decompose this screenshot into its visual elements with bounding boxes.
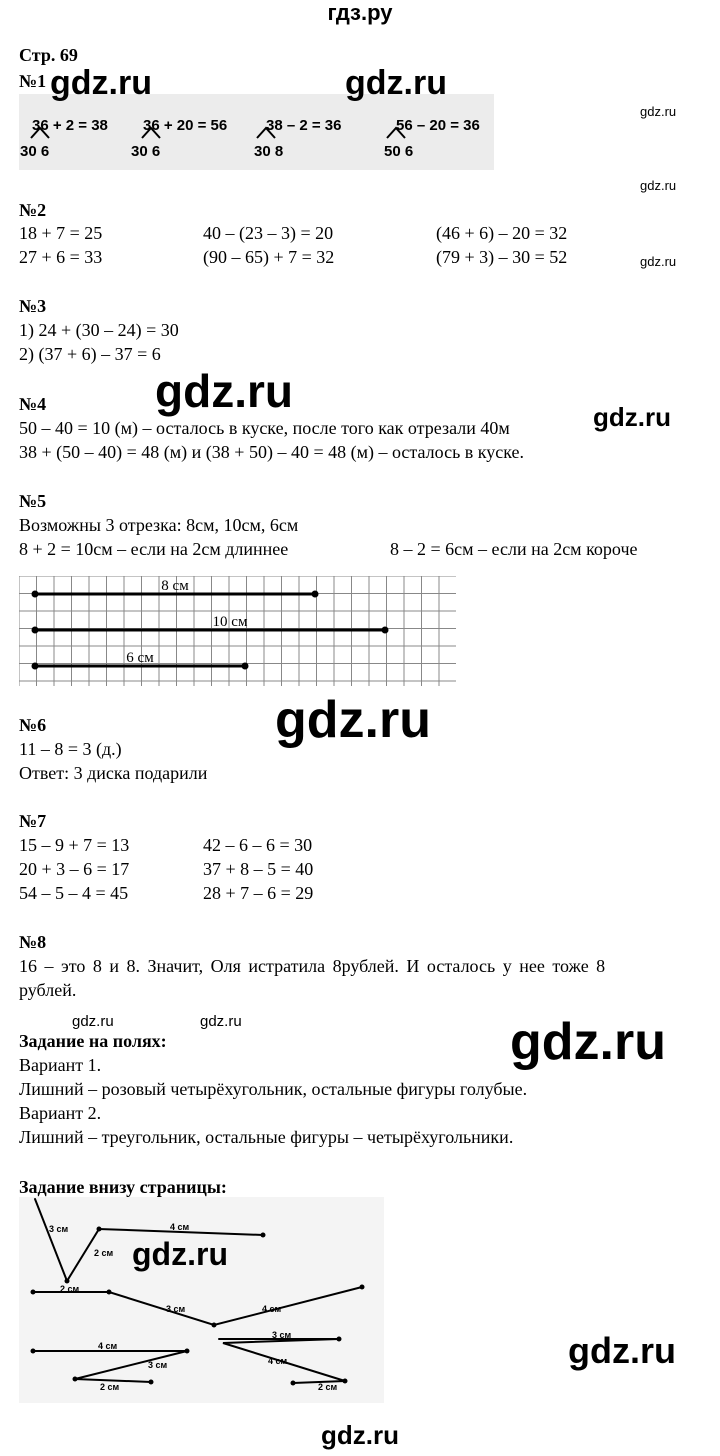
segment-3-end-1 [32, 663, 39, 670]
task2-cell: 27 + 6 = 33 [19, 247, 103, 267]
footer-watermark: gdz.ru [321, 1420, 399, 1450]
watermark: gdz.ru [510, 1013, 666, 1071]
task7-cell: 37 + 8 – 5 = 40 [203, 859, 314, 879]
margin-task-line: Вариант 1. [19, 1055, 102, 1075]
task1-expr-2: 36 + 20 = 56 [143, 117, 228, 134]
watermark: gdz.ru [275, 691, 431, 749]
task1-split-3: 30 8 [254, 143, 284, 160]
watermark: gdz.ru [593, 402, 671, 432]
task7-cell: 15 – 9 + 7 = 13 [19, 835, 130, 855]
task7-cell: 54 – 5 – 4 = 45 [19, 883, 129, 903]
broken-line-2 [33, 1287, 362, 1325]
segment-2-end-2 [382, 627, 389, 634]
bottom-task-title: Задание внизу страницы: [19, 1177, 227, 1197]
segment-label: 3 см [148, 1360, 168, 1370]
task6-line: Ответ: 3 диска подарили [19, 763, 208, 783]
watermark: gdz.ru [640, 178, 677, 193]
task1-split-2: 30 6 [131, 143, 161, 160]
margin-task-line: Лишний – розовый четырёхугольник, остальные фигуры голубые. [19, 1079, 528, 1099]
task8-number: №8 [19, 932, 47, 952]
segment-grid [19, 576, 456, 686]
broken-lines-figure [19, 1197, 384, 1403]
task1-expr-3: 38 – 2 = 36 [266, 117, 342, 134]
grid-svg [19, 576, 456, 686]
task5-line1: Возможны 3 отрезка: 8см, 10см, 6см [19, 515, 299, 535]
margin-task-line: Лишний – треугольник, остальные фигуры – четырёхугольники. [19, 1127, 514, 1147]
task1-split-1: 30 6 [20, 143, 50, 160]
segment-label: 3 см [49, 1224, 69, 1234]
segment-label: 4 см [170, 1222, 190, 1232]
task1-number: №1 [19, 71, 47, 91]
segment-3-end-2 [242, 663, 249, 670]
watermark: gdz.ru [640, 254, 677, 269]
segment-label: 3 см [272, 1330, 292, 1340]
watermark: gdz.ru [640, 104, 677, 119]
watermark: gdz.ru [50, 64, 152, 102]
task7-number: №7 [19, 811, 47, 831]
task2-cell: (90 – 65) + 7 = 32 [203, 247, 335, 267]
segment-label: 2 см [94, 1248, 114, 1258]
task1-expr-4: 56 – 20 = 36 [396, 117, 480, 134]
task4-line: 38 + (50 – 40) = 48 (м) и (38 + 50) – 40 = 48 (м) – осталось в куске. [19, 442, 525, 462]
segment-label-3: 6 см [126, 650, 154, 666]
task5-number: №5 [19, 491, 47, 511]
watermark: gdz.ru [200, 1013, 242, 1030]
page-ref: Стр. 69 [19, 45, 78, 65]
task2-number: №2 [19, 200, 47, 220]
task2-cell: (79 + 3) – 30 = 52 [436, 247, 568, 267]
task8-line2: рублей. [19, 980, 77, 1000]
segment-label-2: 10 см [212, 614, 248, 630]
watermark: gdz.ru [568, 1330, 676, 1371]
task5-line2-right: 8 – 2 = 6см – если на 2см короче [390, 539, 638, 559]
task2-cell: (46 + 6) – 20 = 32 [436, 223, 568, 243]
task2-cell: 18 + 7 = 25 [19, 223, 103, 243]
watermark: gdz.ru [132, 1236, 228, 1272]
task3-number: №3 [19, 296, 47, 316]
segment-label: 4 см [262, 1304, 282, 1314]
segment-label-1: 8 см [161, 578, 189, 594]
segment-label: 4 см [98, 1341, 118, 1351]
segment-label: 2 см [100, 1382, 120, 1392]
segment-label: 4 см [268, 1356, 288, 1366]
segment-label: 2 см [318, 1382, 338, 1392]
task6-number: №6 [19, 715, 47, 735]
task6-line: 11 – 8 = 3 (д.) [19, 739, 122, 759]
task3-line: 1) 24 + (30 – 24) = 30 [19, 320, 179, 340]
segment-1-end-1 [32, 591, 39, 598]
task5-line2-left: 8 + 2 = 10см – если на 2см длиннее [19, 539, 289, 559]
task1-expr-1: 36 + 2 = 38 [32, 117, 108, 134]
watermark: gdz.ru [72, 1013, 114, 1030]
task7-cell: 28 + 7 – 6 = 29 [203, 883, 314, 903]
task4-line: 50 – 40 = 10 (м) – осталось в куске, после того как отрезали 40м [19, 418, 510, 438]
task4-number: №4 [19, 394, 47, 414]
task7-cell: 42 – 6 – 6 = 30 [203, 835, 313, 855]
task7-cell: 20 + 3 – 6 = 17 [19, 859, 130, 879]
task3-line: 2) (37 + 6) – 37 = 6 [19, 344, 161, 364]
margin-task-title: Задание на полях: [19, 1031, 167, 1051]
segment-2-end-1 [32, 627, 39, 634]
segment-label: 2 см [60, 1284, 80, 1294]
watermark: gdz.ru [345, 64, 447, 102]
margin-task-line: Вариант 2. [19, 1103, 102, 1123]
task8-line1: 16 – это 8 и 8. Значит, Оля истратила 8рублей. И осталось у нее тоже 8 [19, 956, 606, 976]
task1-split-4: 50 6 [384, 143, 414, 160]
task2-cell: 40 – (23 – 3) = 20 [203, 223, 334, 243]
segment-1-end-2 [312, 591, 319, 598]
watermark: gdz.ru [155, 365, 293, 417]
segment-label: 3 см [166, 1304, 186, 1314]
site-title: гдз.ру [327, 0, 393, 25]
